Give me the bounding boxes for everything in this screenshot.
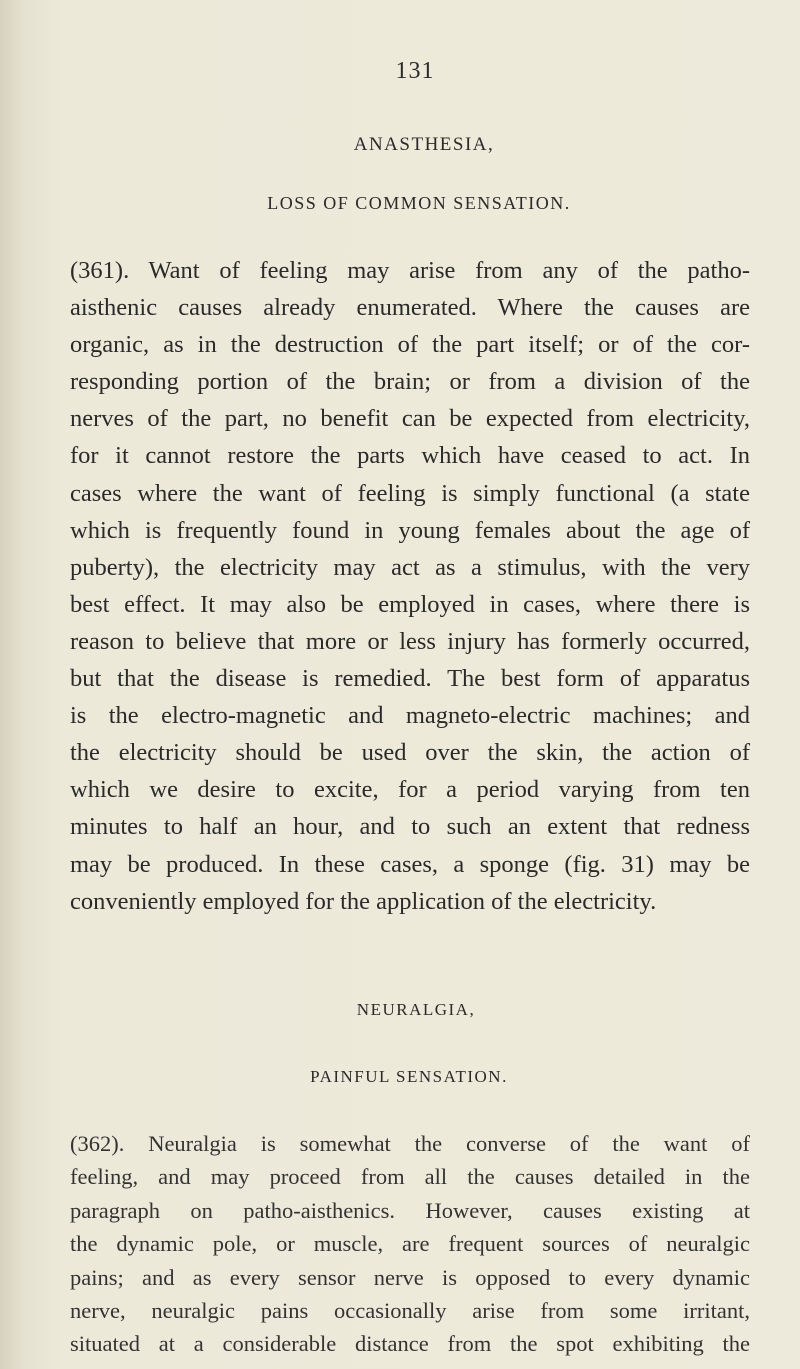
text-line: feeling, and may proceed from all the causes detailed in the	[70, 1164, 750, 1190]
text-line: nerve, neuralgic pains occasionally arise from some irritant,	[70, 1298, 750, 1324]
text-line: responding portion of the brain; or from a division of the	[70, 368, 750, 396]
text-line: best effect. It may also be employed in cases, where there is	[70, 590, 750, 618]
section-subheading-painful-sensation: PAINFUL SENSATION.	[310, 1067, 508, 1086]
text-line: cases where the want of feeling is simply functional (a state	[70, 479, 750, 507]
text-line: the electricity should be used over the skin, the action of	[70, 739, 750, 767]
paragraph-361	[70, 252, 750, 920]
section-heading-neuralgia: NEURALGIA,	[356, 1000, 476, 1019]
text-line: conveniently employed for the application of the electricity.	[70, 887, 657, 915]
text-line: puberty), the electricity may act as a stimulus, with the very	[70, 553, 750, 581]
text-line: but that the disease is remedied. The best form of apparatus	[70, 665, 750, 693]
text-line: paragraph on patho-aisthenics. However, causes existing at	[70, 1197, 750, 1223]
text-line: aisthenic causes already enumerated. Where the causes are	[70, 294, 750, 322]
text-line: reason to believe that more or less injury has formerly occurred,	[70, 627, 750, 655]
text-line: (362). Neuralgia is somewhat the converse of the want of	[70, 1131, 750, 1156]
page-number: 131	[395, 58, 435, 84]
paragraph-362	[70, 1127, 750, 1361]
section-heading-anaesthesia: ANASTHESIA,	[353, 134, 495, 155]
text-line: minutes to half an hour, and to such an extent that redness	[70, 813, 750, 841]
text-line: which we desire to excite, for a period varying from ten	[70, 776, 750, 804]
text-line: pains; and as every sensor nerve is opposed to every dynamic	[70, 1264, 750, 1290]
text-line: organic, as in the destruction of the part itself; or of the cor-	[70, 331, 750, 359]
text-line: for it cannot restore the parts which have ceased to act. In	[70, 442, 750, 470]
text-line: situated at a considerable distance from the spot exhibiting the	[70, 1331, 750, 1357]
text-line: is the electro-magnetic and magneto-electric machines; and	[70, 702, 750, 730]
text-line: nerves of the part, no benefit can be expected from electricity,	[70, 405, 750, 433]
section-subheading-loss-of-sensation: LOSS OF COMMON SENSATION.	[267, 193, 571, 213]
text-line: may be produced. In these cases, a sponge (fig. 31) may be	[70, 850, 750, 878]
text-line: (361). Want of feeling may arise from any of the patho-	[70, 257, 750, 284]
text-line: the dynamic pole, or muscle, are frequent sources of neuralgic	[70, 1231, 750, 1257]
text-line: which is frequently found in young females about the age of	[70, 516, 750, 544]
